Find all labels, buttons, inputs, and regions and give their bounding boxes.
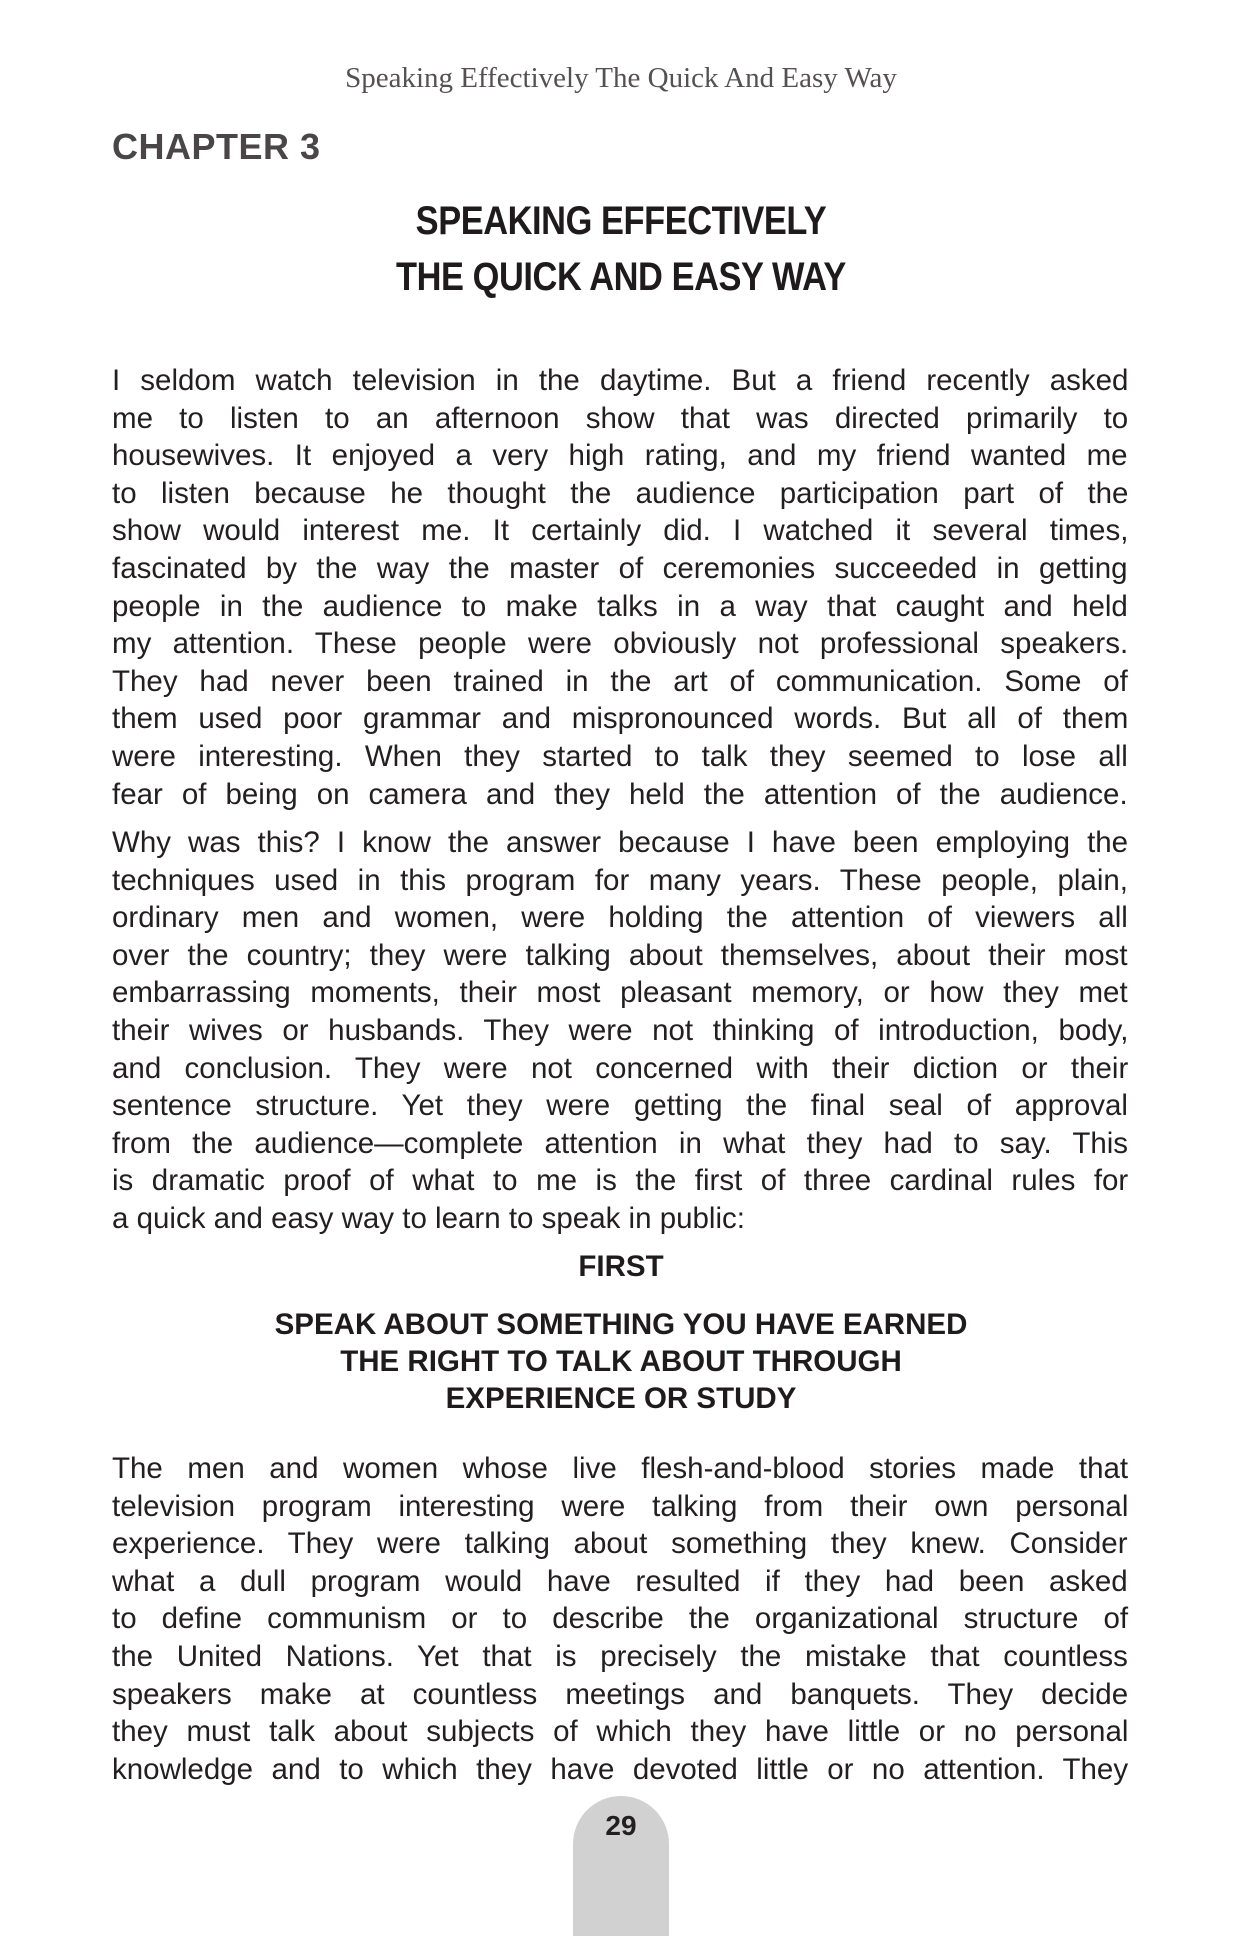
- text-line: were interesting. When they started to talk they seemed to lose all: [112, 739, 1128, 773]
- text-line: knowledge and to which they have devoted little or no attention. They: [112, 1752, 1129, 1786]
- text-line: speakers make at countless meetings and banquets. They decide: [112, 1677, 1129, 1711]
- text-line: from the audience—complete attention in what they had to say. This: [112, 1126, 1129, 1160]
- text-line: is dramatic proof of what to me is the first of three cardinal rules for: [112, 1164, 1129, 1198]
- chapter-title-line: SPEAKING EFFECTIVELY: [415, 199, 827, 243]
- text-line: the United Nations. Yet that is precisely the mistake that countless: [112, 1639, 1128, 1673]
- paragraph: [112, 824, 1128, 1238]
- text-line: to define communism or to describe the organizational structure of: [112, 1602, 1129, 1636]
- text-line: a quick and easy way to learn to speak in public:: [112, 1201, 745, 1235]
- chapter-label: CHAPTER 3: [112, 126, 321, 167]
- rule-heading-line: EXPERIENCE OR STUDY: [445, 1382, 797, 1415]
- paragraph: [112, 362, 1128, 813]
- text-line: their wives or husbands. They were not thinking of introduction, body,: [112, 1013, 1129, 1047]
- page-number-tab: [573, 1796, 669, 1936]
- rule-heading: [0, 1306, 1242, 1417]
- text-line: television program interesting were talking from their own personal: [112, 1489, 1129, 1523]
- text-line: embarrassing moments, their most pleasant memory, or how they met: [112, 976, 1128, 1010]
- text-line: they must talk about subjects of which they have little or no personal: [112, 1715, 1129, 1749]
- text-line: and conclusion. They were not concerned with their diction or their: [112, 1051, 1129, 1085]
- rule-heading-line: THE RIGHT TO TALK ABOUT THROUGH: [340, 1345, 902, 1378]
- page-number: 29: [605, 1810, 637, 1841]
- text-line: I seldom watch television in the daytime. But a friend recently asked: [112, 364, 1129, 397]
- rule-label: FIRST: [578, 1250, 664, 1283]
- text-line: They had never been trained in the art of communication. Some of: [112, 664, 1128, 698]
- text-line: Why was this? I know the answer because I have been employing the: [112, 826, 1129, 859]
- text-line: to listen because he thought the audience participation part of the: [112, 476, 1129, 510]
- chapter-title-line: THE QUICK AND EASY WAY: [396, 255, 846, 299]
- text-line: them used poor grammar and mispronounced words. But all of them: [112, 702, 1129, 736]
- rule-heading-line: SPEAK ABOUT SOMETHING YOU HAVE EARNED: [274, 1308, 968, 1341]
- text-line: fear of being on camera and they held the attention of the audience.: [112, 777, 1128, 811]
- text-line: techniques used in this program for many years. These people, plain,: [112, 863, 1128, 897]
- text-line: me to listen to an afternoon show that was directed primarily to: [112, 401, 1129, 435]
- text-line: show would interest me. It certainly did. I watched it several times,: [112, 514, 1129, 548]
- text-line: fascinated by the way the master of ceremonies succeeded in getting: [112, 551, 1128, 585]
- text-line: what a dull program would have resulted if they had been asked: [112, 1564, 1128, 1598]
- text-line: my attention. These people were obviously not professional speakers.: [112, 627, 1129, 661]
- chapter-title: [87, 193, 1155, 305]
- running-header: Speaking Effectively The Quick And Easy Way: [345, 62, 897, 94]
- text-line: housewives. It enjoyed a very high rating, and my friend wanted me: [112, 439, 1128, 473]
- text-line: over the country; they were talking about themselves, about their most: [112, 938, 1128, 972]
- paragraph: [112, 1450, 1128, 1788]
- text-line: experience. They were talking about something they knew. Consider: [112, 1527, 1128, 1561]
- text-line: ordinary men and women, were holding the attention of viewers all: [112, 901, 1128, 935]
- text-line: people in the audience to make talks in a way that caught and held: [112, 589, 1128, 623]
- text-line: The men and women whose live flesh-and-blood stories made that: [112, 1452, 1129, 1485]
- text-line: sentence structure. Yet they were getting the final seal of approval: [112, 1089, 1128, 1123]
